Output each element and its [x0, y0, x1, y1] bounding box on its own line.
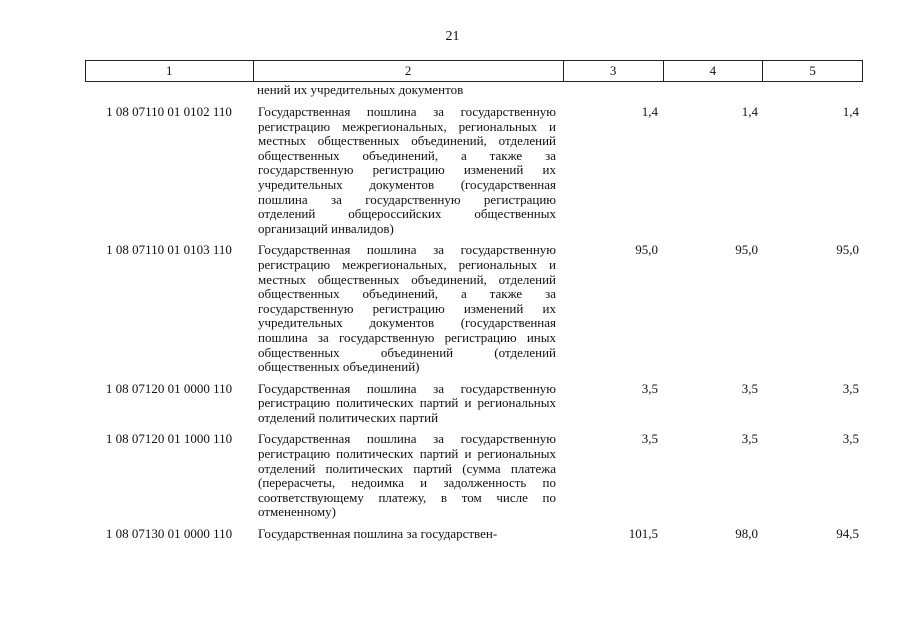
- table-row: [85, 432, 863, 520]
- row-value-4: 3,5: [741, 380, 758, 396]
- table-header: [85, 60, 863, 82]
- table-row: [85, 105, 863, 236]
- row-value-4: 95,0: [735, 242, 758, 258]
- row-name: Государственная пошлина за государственную регистрацию межрегиональных, региональных и местных общественных объединений, отделений общественных объединений, а также за государственную регистрацию изменений их учредительных документов (государственная пошлина за государственную регистрацию иных общественных объединений (отделений общественных объединений): [258, 242, 556, 375]
- row-value-3: 95,0: [635, 242, 658, 258]
- row-value-3: 101,5: [628, 526, 658, 542]
- row-code: 1 08 07120 01 1000 110: [105, 431, 233, 447]
- header-col-3: 3: [564, 61, 664, 81]
- row-value-4: 3,5: [741, 431, 758, 447]
- header-col-4: 4: [664, 61, 764, 81]
- row-name: Государственная пошлина за государствен-: [258, 526, 498, 542]
- row-name: Государственная пошлина за государственную регистрацию политических партий и региональных отделений политических партий: [258, 380, 556, 425]
- row-value-3: 3,5: [641, 380, 658, 396]
- continuation-text: нений их учредительных документов: [257, 82, 464, 97]
- row-value-5: 95,0: [836, 242, 859, 258]
- row-value-3: 1,4: [641, 104, 658, 119]
- row-code: 1 08 07130 01 0000 110: [105, 526, 233, 542]
- row-name: Государственная пошлина за государственную регистрацию межрегиональных, региональных и местных общественных объединений, отделений общественных объединений, а также за государственную регистрацию изменений их учредительных документов (государственная пошлина за государственную регистрацию отделений общероссийских общественных организаций инвалидов): [258, 104, 556, 236]
- header-col-5: 5: [809, 63, 816, 78]
- row-value-3: 3,5: [641, 431, 658, 447]
- table-row: [85, 243, 863, 374]
- row-value-4: 98,0: [735, 526, 758, 542]
- header-col-1: 1: [86, 61, 254, 81]
- row-name: Государственная пошлина за государственную регистрацию политических партий и региональных отделений политических партий (сумма платежа (перерасчеты, недоимка и задолженность по соответствующему платежу, в том числе по отмененному): [258, 431, 556, 520]
- row-code: 1 08 07110 01 0103 110: [106, 242, 232, 258]
- row-code: 1 08 07110 01 0102 110: [106, 104, 232, 119]
- row-code: 1 08 07120 01 0000 110: [105, 380, 233, 396]
- row-value-5: 3,5: [842, 431, 859, 447]
- header-col-2: 2: [254, 61, 564, 81]
- table-row: [85, 527, 863, 542]
- row-value-5: 94,5: [836, 526, 859, 542]
- table-body: [85, 105, 863, 549]
- row-value-4: 1,4: [741, 104, 758, 119]
- row-value-5: 1,4: [842, 104, 859, 119]
- page-number: 21: [445, 29, 460, 44]
- table-row: [85, 382, 863, 426]
- row-value-5: 3,5: [842, 380, 859, 396]
